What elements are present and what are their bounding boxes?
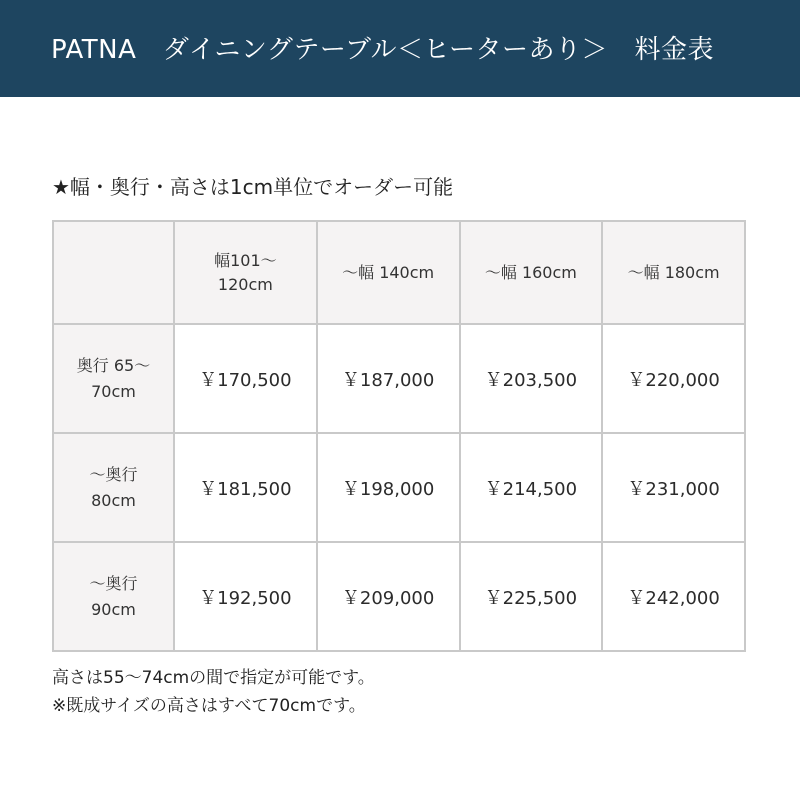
price-table — [52, 220, 746, 652]
table-row — [53, 542, 745, 651]
header-bar — [0, 0, 800, 97]
column-header-width-180 — [602, 221, 745, 324]
price-cell: ￥220,000 — [602, 324, 745, 433]
row-header-label: 奥行 65〜 70cm — [76, 355, 151, 401]
table-row — [53, 433, 745, 542]
table-row — [53, 324, 745, 433]
column-header-label: 〜幅 160cm — [484, 262, 577, 282]
price-cell: ￥242,000 — [602, 542, 745, 651]
note-standard-height: ※既成サイズの高さはすべて70cmです。 — [52, 696, 366, 716]
row-header-depth-80 — [53, 433, 174, 542]
price-cell: ￥231,000 — [602, 433, 745, 542]
price-cell: ￥203,500 — [460, 324, 603, 433]
price-cell: ￥181,500 — [174, 433, 317, 542]
column-header-label: 〜幅 140cm — [342, 262, 435, 282]
row-header-depth-90 — [53, 542, 174, 651]
price-cell: ￥214,500 — [460, 433, 603, 542]
price-cell: ￥170,500 — [174, 324, 317, 433]
price-cell: ￥209,000 — [317, 542, 460, 651]
column-header-label: 〜幅 180cm — [627, 262, 720, 282]
table-corner-cell — [53, 221, 174, 324]
note-height-range: 高さは55〜74cmの間で指定が可能です。 — [52, 668, 375, 688]
section-title: ★幅・奥行・高さは1cm単位でオーダー可能 — [52, 175, 454, 199]
column-header-width-140 — [317, 221, 460, 324]
row-header-label: 〜奥行 80cm — [89, 464, 138, 510]
row-header-label: 〜奥行 90cm — [89, 573, 138, 619]
column-header-width-120 — [174, 221, 317, 324]
table-header-row — [53, 221, 745, 324]
price-cell: ￥187,000 — [317, 324, 460, 433]
column-header-width-160 — [460, 221, 603, 324]
page-title: PATNA ダイニングテーブル＜ヒーターあり＞ 料金表 — [51, 35, 714, 65]
row-header-depth-70 — [53, 324, 174, 433]
notes — [52, 664, 375, 720]
column-header-label: 幅101〜 120cm — [214, 250, 277, 294]
price-cell: ￥198,000 — [317, 433, 460, 542]
price-cell: ￥192,500 — [174, 542, 317, 651]
price-cell: ￥225,500 — [460, 542, 603, 651]
